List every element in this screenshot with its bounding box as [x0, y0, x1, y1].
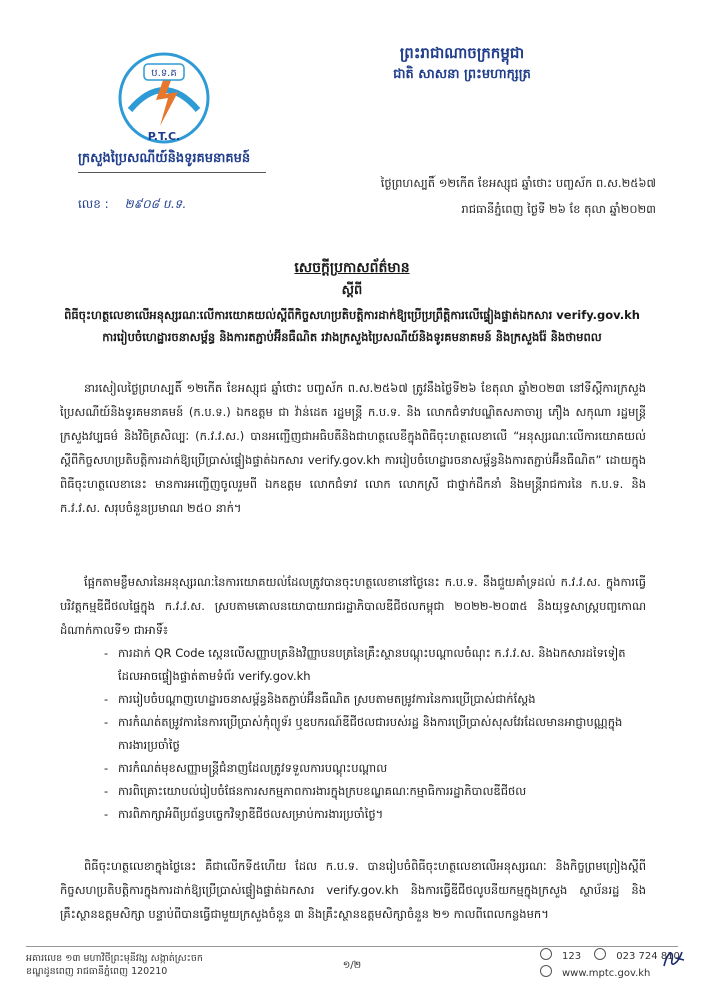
list-item: - ការកំណត់មុខសញ្ញាមន្ត្រីជំនាញដែលត្រូវទទួលការបណ្តុះបណ្តាល [106, 757, 646, 780]
signature-initial [660, 946, 686, 972]
logo-top-text: ប.ទ.គ [151, 68, 177, 79]
list-item: - ការពិភាក្សាអំពីប្រព័ន្ធបច្ចេកវិទ្យាឌីជីថលសម្រាប់ការងារប្រចាំថ្ងៃ។ [106, 803, 646, 826]
globe-icon [540, 965, 552, 977]
list-item: - ការពិគ្រោះយោបល់រៀបចំផែនការសកម្មភាពការងារក្នុងក្របខណ្ឌគណៈកម្មាធិការរដ្ឋាភិបាលឌីជីថល [106, 780, 646, 803]
list-item: - ការកំណត់តម្រូវការនៃការប្រើប្រាស់កុំព្យូទ័រ ឬឧបករណ៍ឌីជីថលជារបស់រដ្ឋ និងការប្រើប្រាស់សុសវែរដែលមានអាជ្ញាបណ្ណក្នុងការងារប្រចាំថ្ងៃ [106, 711, 646, 757]
paragraph-3-text: ពិធីចុះហត្ថលេខាក្នុងថ្ងៃនេះ គឺជាលើកទី៥ហើយ ដែល ក.ប.ទ. បានរៀបចំពិធីចុះហត្ថលេខាលើអនុស្សរណៈ និងកិច្ចព្រមព្រៀងស្តីពីកិច្ចសហប្រតិបត្តិការក្នុងការដាក់ឱ្យប្រើប្រាស់ផ្ទៀងផ្ទាត់ឯកសារ verify.gov.kh និងការធ្វើឌីជីថលូបនីយកម្មក្នុងក្រសួង ស្ថាប័នរដ្ឋ និងគ្រឹះស្ថានឧត្តមសិក្សា បន្ទាប់ពីបានធ្វើជាមួយក្រសួងចំនួន ៣ និងគ្រឹះស្ថានឧត្តមសិក្សាចំនួន ២១ កាលពីពេលកន្លងមក។ [60, 859, 646, 921]
footer-divider [26, 946, 678, 947]
reference-value: ២៩០៨ ប.ទ. [124, 197, 186, 211]
page-number: ១/២ [342, 960, 362, 971]
phone-number: 023 724 810 [616, 951, 680, 962]
paragraph-1-text: នារសៀលថ្ងៃព្រហស្បតិ៍ ១២កើត ខែអស្សុជ ឆ្នាំថោះ បញ្ចស័ក ព.ស.២៥៦៧ ត្រូវនឹងថ្ងៃទី២៦ ខែតុលា ឆ្នាំ២០២៣ នៅទីស្តីការក្រសួងប្រៃសណីយ៍និងទូរគមនាគមន៍ (ក.ប.ទ.) ឯកឧត្តម ជា វ៉ាន់ដេត រដ្ឋមន្ត្រី ក.ប.ទ. និង លោកជំទាវបណ្ឌិតសភាចារ្យ ភឿង សកុណា រដ្ឋមន្ត្រីក្រសួងវប្បធម៌ និងវិចិត្រសិល្បៈ (ក.វ.វ.ស.) បានអញ្ជើញជាអធិបតីនិងជាហត្ថលេខីក្នុងពិធីចុះហត្ថលេខាលើ “អនុស្សរណៈលើការយោគយល់ស្តីពីកិច្ចសហប្រតិបត្តិការដាក់ឱ្យប្រើប្រាស់ផ្ទៀងផ្ទាត់ឯកសារ verify.gov.kh ការរៀបចំហេដ្ឋារចនាសម្ព័ន្ធនិងការតភ្ជាប់អ៊ីនធឺណិត” ដោយក្នុងពិធីចុះហត្ថលេខានេះ មានការអញ្ជើញចូលរួមពី ឯកឧត្តម លោកជំទាវ លោក លោកស្រី ជាថ្នាក់ដឹកនាំ និងមន្ត្រីរាជការនៃ ក.ប.ទ. និង ក.វ.វ.ស. សរុបចំនួនប្រមាណ ២៥០ នាក់។ [60, 381, 646, 515]
national-motto: ជាតិ សាសនា ព្រះមហាក្សត្រ [393, 67, 531, 82]
list-item: - ការរៀបចំបណ្តាញហេដ្ឋារចនាសម្ព័ន្ធនិងតភ្ជាប់អ៊ីនធឺណិត ស្របតាមតម្រូវការនៃការប្រើប្រាស់ជាក់ស្តែង [106, 688, 646, 711]
body-paragraph-3 [60, 854, 646, 926]
document-title: សេចក្តីប្រកាសព័ត៌មាន [294, 260, 410, 276]
body-paragraph-1 [60, 376, 646, 520]
address-line-2: ខណ្ឌដូនពេញ រាជធានីភ្នំពេញ 120210 [26, 966, 168, 977]
list-item: - ការដាក់ QR Code ស្កេនលើសញ្ញាបត្រនិងវិញ្ញាបនបត្រនៃគ្រឹះស្ថានបណ្តុះបណ្តាលចំណុះ ក.វ.វ.ស. និងឯកសារដទៃទៀត ដែលអាចផ្ទៀងផ្ទាត់តាមទំព័រ verify.gov.kh [106, 642, 646, 688]
activity-list [106, 642, 646, 826]
kingdom-heading: ព្រះរាជាណាចក្រកម្ពុជា [399, 44, 525, 62]
reference-label: លេខ : [78, 197, 109, 211]
hotline-number: 123 [562, 951, 582, 962]
document-subject: ពិធីចុះហត្ថលេខាលើអនុស្សរណៈលើការយោគយល់ស្តីពីកិច្ចសហប្រតិបត្តិការដាក់ឱ្យប្រើប្រព្រឹត្តិការលើផ្ទៀងផ្ទាត់ឯកសារ verify.gov.kh ការរៀបចំហេដ្ឋារចនាសម្ព័ន្ធ និងការតភ្ជាប់អ៊ីនធឺណិត រវាងក្រសួងប្រៃសណីយ៍និងទូរគមនាគមន៍ និងក្រសួងរ៉ែ និងថាមពល [64, 308, 640, 344]
phone-icon [594, 948, 606, 960]
ministry-name: ក្រសួងប្រៃសណីយ៍និងទូរគមនាគមន៍ [78, 151, 251, 166]
reference-number [78, 196, 186, 214]
lunar-date: ថ្ងៃព្រហស្បតិ៍ ១២កើត ខែអស្សុជ ឆ្នាំថោះ បញ្ចស័ក ព.ស.២៥៦៧ [380, 176, 656, 190]
address-line-1: អគារលេខ ១៣ មហាវិថីព្រះមុនីវង្ស សង្កាត់ស្រះចក [26, 953, 203, 964]
ministry-underline [78, 172, 266, 173]
hotline-icon [540, 948, 552, 960]
title-regarding: ស្តីពី [341, 283, 363, 298]
solar-date: រាជធានីភ្នំពេញ ថ្ងៃទី ២៦ ខែ តុលា ឆ្នាំ២០២៣ [461, 202, 656, 216]
logo-caption: P.T.C. [147, 130, 181, 143]
website-link[interactable]: www.mptc.gov.kh [562, 968, 651, 979]
paragraph-2-text: ផ្អែកតាមខ្លឹមសារនៃអនុស្សរណៈនៃការយោគយល់ដែលត្រូវបានចុះហត្ថលេខានៅថ្ងៃនេះ ក.ប.ទ. នឹងជួយគាំទ្រដល់ ក.វ.វ.ស. ក្នុងការធ្វើបរិវត្តកម្មឌីជីថលផ្ទៃក្នុង ក.វ.វ.ស. ស្របតាមគោលនយោបាយរាជរដ្ឋាភិបាលឌីជីថលកម្ពុជា ២០២២-២០៣៥ និងយុទ្ធសាស្ត្របញ្ចកោណ ដំណាក់កាលទី១ ជាអាទិ៍៖ [60, 575, 646, 637]
body-paragraph-2 [60, 570, 646, 642]
